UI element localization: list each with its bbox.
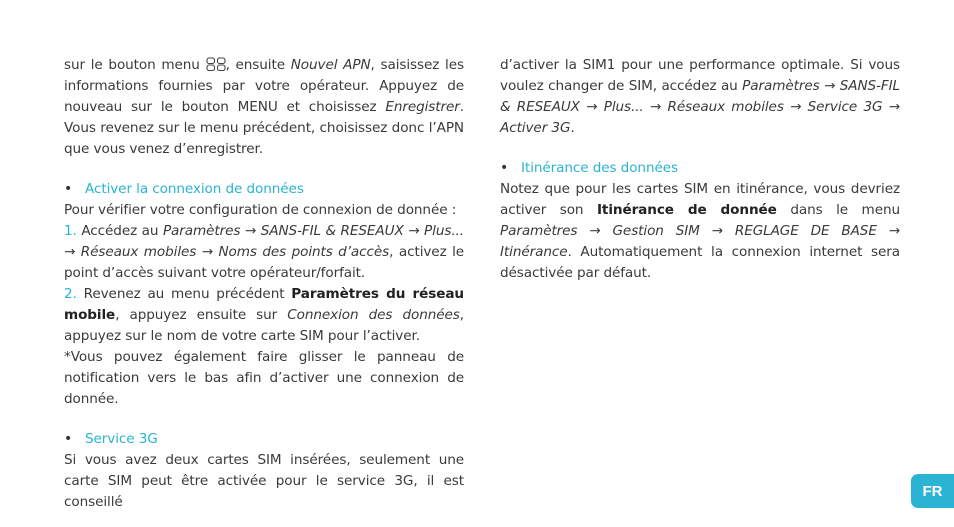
roaming-text <box>500 179 900 284</box>
section-heading-roaming <box>500 158 900 179</box>
text: . <box>570 120 575 136</box>
menu-path: Nouvel APN <box>290 57 371 73</box>
text: Accédez au <box>76 223 163 239</box>
bullet-icon <box>500 158 521 179</box>
section-heading-data-connection <box>64 179 464 200</box>
menu-path: Connexion des données <box>287 307 460 323</box>
apn-paragraph <box>64 55 464 160</box>
bullet-icon <box>64 179 85 200</box>
3g-text: Si vous avez deux cartes SIM insérées, seulement une carte SIM peut être activée pour le service 3G, il est conseillé <box>64 452 464 510</box>
menu-name: Paramètres du réseau mobile <box>64 286 464 323</box>
text: dans le menu <box>776 202 900 218</box>
left-column <box>64 55 464 513</box>
text: , appuyez ensuite sur <box>115 307 288 323</box>
step-number: 2. <box>64 286 77 302</box>
step-1 <box>64 221 464 284</box>
text: , saisissez les informations fournies par votre opérateur. Appuyez de nouveau sur le bouton MENU et choisissez <box>64 57 464 115</box>
text: . Vous revenez sur le menu précédent, choisissez donc l’APN que vous venez d’enregistrer. <box>64 99 464 157</box>
text: , appuyez sur le nom de votre carte SIM pour l’activer. <box>64 307 464 344</box>
step-number: 1. <box>64 223 77 239</box>
menu-path: Paramètres → SANS-FIL & RESEAUX → Plus... → Réseaux mobiles → Service 3G → Activer 3G <box>500 78 900 136</box>
heading-text: Itinérance des données <box>521 160 678 176</box>
text: Revenez au menu précédent <box>76 286 292 302</box>
note-text: *Vous pouvez également faire glisser le panneau de notification vers le bas afin d’activer une connexion de donnée. <box>64 349 464 407</box>
text: , activez le point d’accès suivant votre opérateur/forfait. <box>64 244 465 281</box>
section-heading-3g <box>64 429 464 450</box>
intro-text: Pour vérifier votre configuration de connexion de donnée : <box>64 202 457 218</box>
bullet-icon <box>64 429 85 450</box>
menu-path: Paramètres → Gestion SIM → REGLAGE DE BASE → Itinérance <box>500 223 900 260</box>
menu-name: Itinérance de donnée <box>596 202 777 218</box>
menu-path: Paramètres → SANS-FIL & RESEAUX → Plus... → Réseaux mobiles → Noms des points d’accès <box>64 223 464 260</box>
heading-text: Service 3G <box>85 431 158 447</box>
right-column <box>500 55 900 284</box>
text: sur le bouton menu <box>64 57 206 73</box>
text: d’activer la SIM1 pour une performance optimale. Si vous voulez changer de SIM, accédez au <box>500 57 900 94</box>
language-badge: FR <box>911 474 954 508</box>
text: . Automatiquement la connexion internet sera désactivée par défaut. <box>500 244 900 281</box>
heading-text: Activer la connexion de données <box>85 181 304 197</box>
menu-path: Enregistrer <box>385 99 460 115</box>
text: , ensuite <box>225 57 291 73</box>
step-2 <box>64 284 464 347</box>
3g-continued <box>500 55 900 139</box>
text: Notez que pour les cartes SIM en itinérance, vous devriez activer son <box>500 181 900 218</box>
menu-grid-icon <box>206 57 226 71</box>
